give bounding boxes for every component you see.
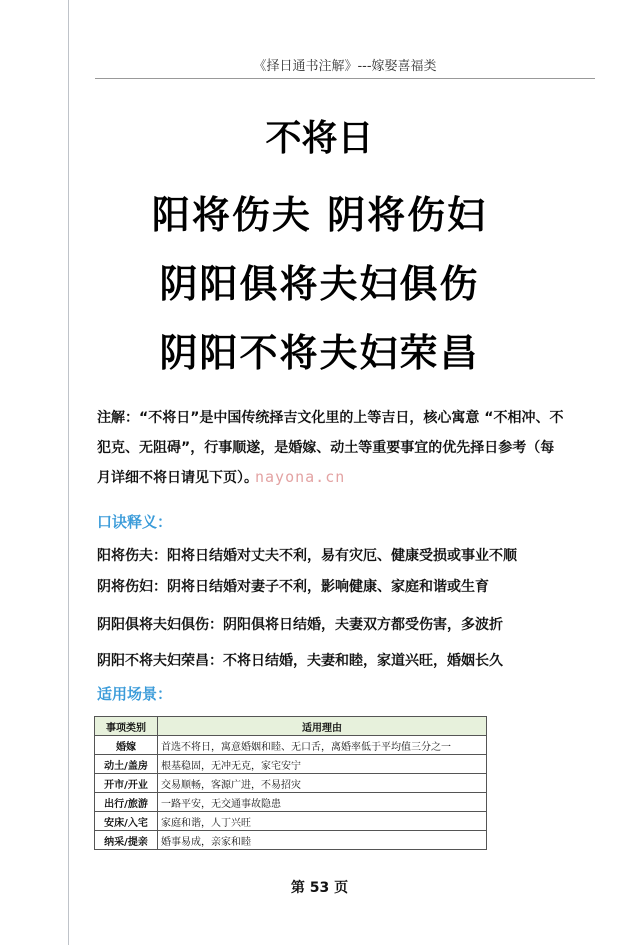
reason-cell: 首选不将日，寓意婚姻和睦、无口舌，离婚率低于平均值三分之一 — [158, 736, 487, 755]
scenario-table — [94, 716, 487, 850]
section-heading-scenarios: 适用场景： — [97, 685, 173, 703]
annotation-paragraph: 注解：“不将日”是中国传统择吉文化里的上等吉日，核心寓意 “不相冲、不犯克、无阻碍”，行事顺遂，是婚嫁、动土等重要事宜的优先择日参考（每月详细不将日请见下页）。 — [97, 410, 564, 486]
column-header-category: 事项类别 — [95, 717, 158, 736]
category-cell: 婚嫁 — [95, 736, 158, 755]
explanation-line: 阴阳不将夫妇荣昌：不将日结婚，夫妻和睦，家道兴旺，婚姻长久 — [97, 653, 503, 669]
explanation-line: 阴阳俱将夫妇俱伤：阴阳俱将日结婚，夫妻双方都受伤害，多波折 — [97, 617, 503, 633]
table-header-row — [95, 717, 487, 736]
category-cell: 出行/旅游 — [95, 793, 158, 812]
table-row — [95, 793, 487, 812]
page-number: 第 53 页 — [290, 880, 349, 896]
page-title: 不将日 — [265, 117, 374, 159]
reason-cell: 婚事易成，亲家和睦 — [158, 831, 487, 850]
category-cell: 动土/盖房 — [95, 755, 158, 774]
poem-line-3: 阴阳不将夫妇荣昌 — [159, 330, 480, 375]
table-row — [95, 774, 487, 793]
reason-cell: 根基稳固，无冲无克，家宅安宁 — [158, 755, 487, 774]
watermark: nayona.cn — [255, 468, 346, 486]
category-cell: 纳采/提亲 — [95, 831, 158, 850]
table-row — [95, 831, 487, 850]
reason-cell: 一路平安，无交通事故隐患 — [158, 793, 487, 812]
table-row — [95, 812, 487, 831]
poem-line-1: 阳将伤夫 阴将伤妇 — [151, 192, 488, 237]
header-rule — [95, 78, 595, 79]
explanation-line: 阴将伤妇：阴将日结婚对妻子不利，影响健康、家庭和谐或生育 — [97, 579, 489, 595]
category-cell: 安床/入宅 — [95, 812, 158, 831]
column-header-reason: 适用理由 — [158, 717, 487, 736]
table-row — [95, 736, 487, 755]
poem-line-2: 阴阳俱将夫妇俱伤 — [159, 261, 480, 306]
reason-cell: 家庭和谐，人丁兴旺 — [158, 812, 487, 831]
table-row — [95, 755, 487, 774]
page-header: 《择日通书注解》---嫁娶喜福类 — [253, 59, 437, 74]
explanation-line: 阳将伤夫：阳将日结婚对丈夫不利，易有灾厄、健康受损或事业不顺 — [97, 548, 517, 564]
category-cell: 开市/开业 — [95, 774, 158, 793]
reason-cell: 交易顺畅，客源广进，不易招灾 — [158, 774, 487, 793]
section-heading-explanation: 口诀释义： — [97, 513, 173, 531]
